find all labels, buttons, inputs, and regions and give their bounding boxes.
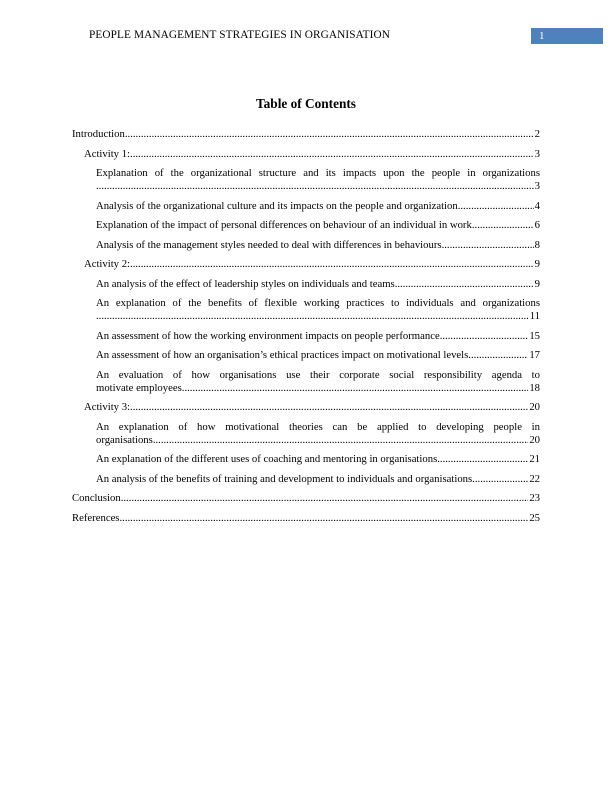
dot-leader <box>130 401 528 414</box>
toc-entry-text: Conclusion <box>72 492 121 504</box>
toc-entry-page: 23 <box>529 492 540 504</box>
toc-entry-page: 11 <box>529 310 540 322</box>
page-header <box>0 28 612 44</box>
toc-entry-text: Activity 1: <box>84 147 131 160</box>
toc-entry-page: 20 <box>529 401 540 413</box>
toc-entry-page: 9 <box>534 258 540 270</box>
toc-entry-page: 8 <box>534 238 540 251</box>
toc-entry-text: Analysis of the organizational culture and its impacts on the people and organization <box>96 199 458 212</box>
dot-leader <box>153 434 529 447</box>
toc-entry-text: Analysis of the management styles needed to deal with differences in behaviours <box>96 238 442 251</box>
toc-entry-training-development[interactable] <box>96 473 540 486</box>
toc-title: Table of Contents <box>256 96 356 111</box>
toc-entry-text: Activity 2: <box>84 258 131 270</box>
toc-entry-personal-differences[interactable] <box>96 219 540 232</box>
toc-entry-page: 6 <box>534 219 540 231</box>
toc-entry-text: References <box>72 511 120 524</box>
toc-entry-references[interactable] <box>72 512 540 525</box>
dot-leader <box>472 219 534 232</box>
toc-entry-text: An analysis of the effect of leadership styles on individuals and teams <box>96 277 395 290</box>
dot-leader <box>96 310 529 323</box>
dot-leader <box>182 382 529 395</box>
toc-entry-management-styles[interactable] <box>96 239 540 252</box>
dot-leader <box>130 258 534 271</box>
toc-entry-page: 22 <box>529 472 540 485</box>
dot-leader <box>130 148 534 161</box>
toc-entry-page: 3 <box>534 180 540 192</box>
toc-entry-text: An explanation of the different uses of coaching and mentoring in organisations <box>96 453 438 465</box>
toc-entry-page: 21 <box>529 453 540 465</box>
toc-entry-page: 9 <box>534 277 540 290</box>
table-of-contents <box>72 128 540 531</box>
dot-leader <box>442 239 534 252</box>
toc-entry-activity-2[interactable] <box>84 258 540 271</box>
toc-entry-text: An assessment of how an organisation’s ethical practices impact on motivational levels <box>96 349 469 361</box>
toc-entry-introduction[interactable] <box>72 128 540 141</box>
toc-entry-page: 15 <box>529 329 540 342</box>
dot-leader <box>458 200 534 213</box>
toc-entry-text: An explanation of the benefits of flexible working practices to individuals and organizations <box>96 297 540 309</box>
toc-entry-text: An assessment of how the working environment impacts on people performance <box>96 329 440 342</box>
page-number: 1 <box>531 28 603 44</box>
toc-entry-working-environment[interactable] <box>96 330 540 343</box>
toc-entry-activity-3[interactable] <box>84 401 540 414</box>
toc-entry-conclusion[interactable] <box>72 492 540 505</box>
toc-entry-page: 3 <box>534 147 540 160</box>
toc-entry-activity-1[interactable] <box>84 148 540 161</box>
toc-entry-page: 17 <box>529 349 540 361</box>
toc-entry-page: 4 <box>534 199 540 212</box>
toc-entry-leadership-styles[interactable] <box>96 278 540 291</box>
dot-leader <box>395 278 534 291</box>
toc-entry-text-continued: motivate employees <box>96 381 182 394</box>
dot-leader <box>437 453 528 466</box>
dot-leader <box>468 349 528 362</box>
toc-entry-page: 2 <box>534 128 540 140</box>
toc-entry-text: Explanation of the organizational structure and its impacts upon the people in organizations <box>96 167 540 179</box>
dot-leader <box>121 492 529 505</box>
toc-entry-text-continued: organisations <box>96 433 153 446</box>
toc-entry-text: An evaluation of how organisations use their corporate social responsibility agenda to <box>96 368 540 381</box>
toc-entry-page: 20 <box>529 433 540 446</box>
toc-entry-csr-agenda[interactable] <box>96 369 540 395</box>
dot-leader <box>125 128 534 141</box>
toc-entry-text: An explanation of how motivational theories can be applied to developing people in <box>96 420 540 433</box>
toc-entry-ethical-practices[interactable] <box>96 349 540 362</box>
header-title: PEOPLE MANAGEMENT STRATEGIES IN ORGANISATION <box>89 29 391 41</box>
toc-entry-page: 25 <box>529 511 540 524</box>
toc-entry-coaching-mentoring[interactable] <box>96 453 540 466</box>
dot-leader <box>475 473 528 486</box>
toc-entry-text: Explanation of the impact of personal differences on behaviour of an individual in work <box>96 219 472 231</box>
dot-leader <box>119 512 528 525</box>
toc-entry-organizational-structure[interactable] <box>96 167 540 193</box>
toc-entry-text: Activity 3: <box>84 401 131 413</box>
toc-entry-text: An analysis of the benefits of training and development to individuals and organisations. <box>96 472 475 485</box>
toc-entry-organizational-culture[interactable] <box>96 200 540 213</box>
toc-entry-flexible-working[interactable] <box>96 297 540 323</box>
toc-entry-motivational-theories[interactable] <box>96 421 540 447</box>
dot-leader <box>96 180 534 193</box>
dot-leader <box>440 330 529 343</box>
toc-entry-text: Introduction <box>72 128 125 140</box>
toc-entry-page: 18 <box>529 381 540 394</box>
